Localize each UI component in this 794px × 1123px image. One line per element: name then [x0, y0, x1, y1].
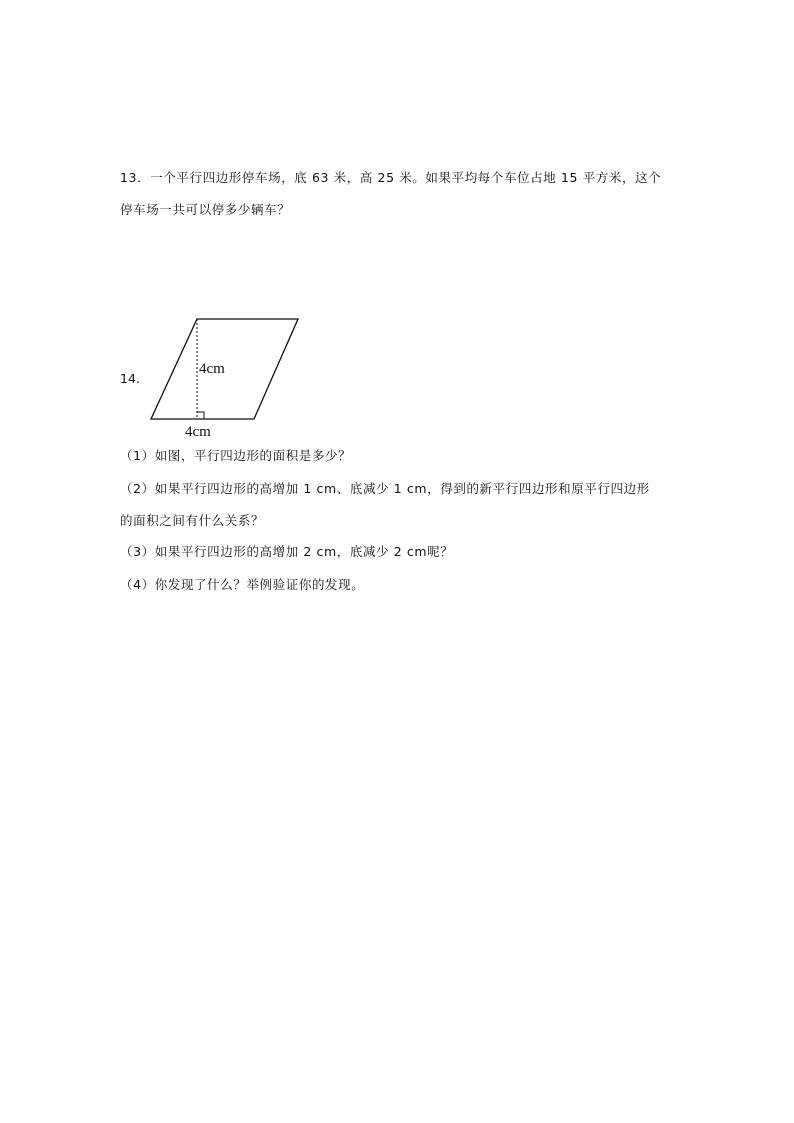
question-14-part-1: （1）如图，平行四边形的面积是多少？ [120, 448, 352, 463]
question-14-part-2-line2: 的面积之间有什么关系？ [120, 513, 265, 528]
question-13-text-line1: 13．一个平行四边形停车场，底 63 米，高 25 米。如果平均每个车位占地 15 平方米，这个 [120, 170, 662, 185]
question-14-part-3: （3）如果平行四边形的高增加 2 cm，底减少 2 cm呢？ [120, 544, 454, 559]
question-14-number: 14. [120, 371, 140, 386]
height-label: 4cm [199, 361, 225, 377]
parallelogram-figure [148, 316, 308, 441]
question-14-part-4: （4）你发现了什么？举例验证你的发现。 [120, 577, 365, 592]
base-label: 4cm [185, 424, 211, 440]
question-14-part-2-line1: （2）如果平行四边形的高增加 1 cm、底减少 1 cm，得到的新平行四边形和原平行四边形 [120, 481, 650, 496]
right-angle-mark [197, 412, 204, 419]
question-13-text-line2: 停车场一共可以停多少辆车？ [120, 202, 291, 217]
